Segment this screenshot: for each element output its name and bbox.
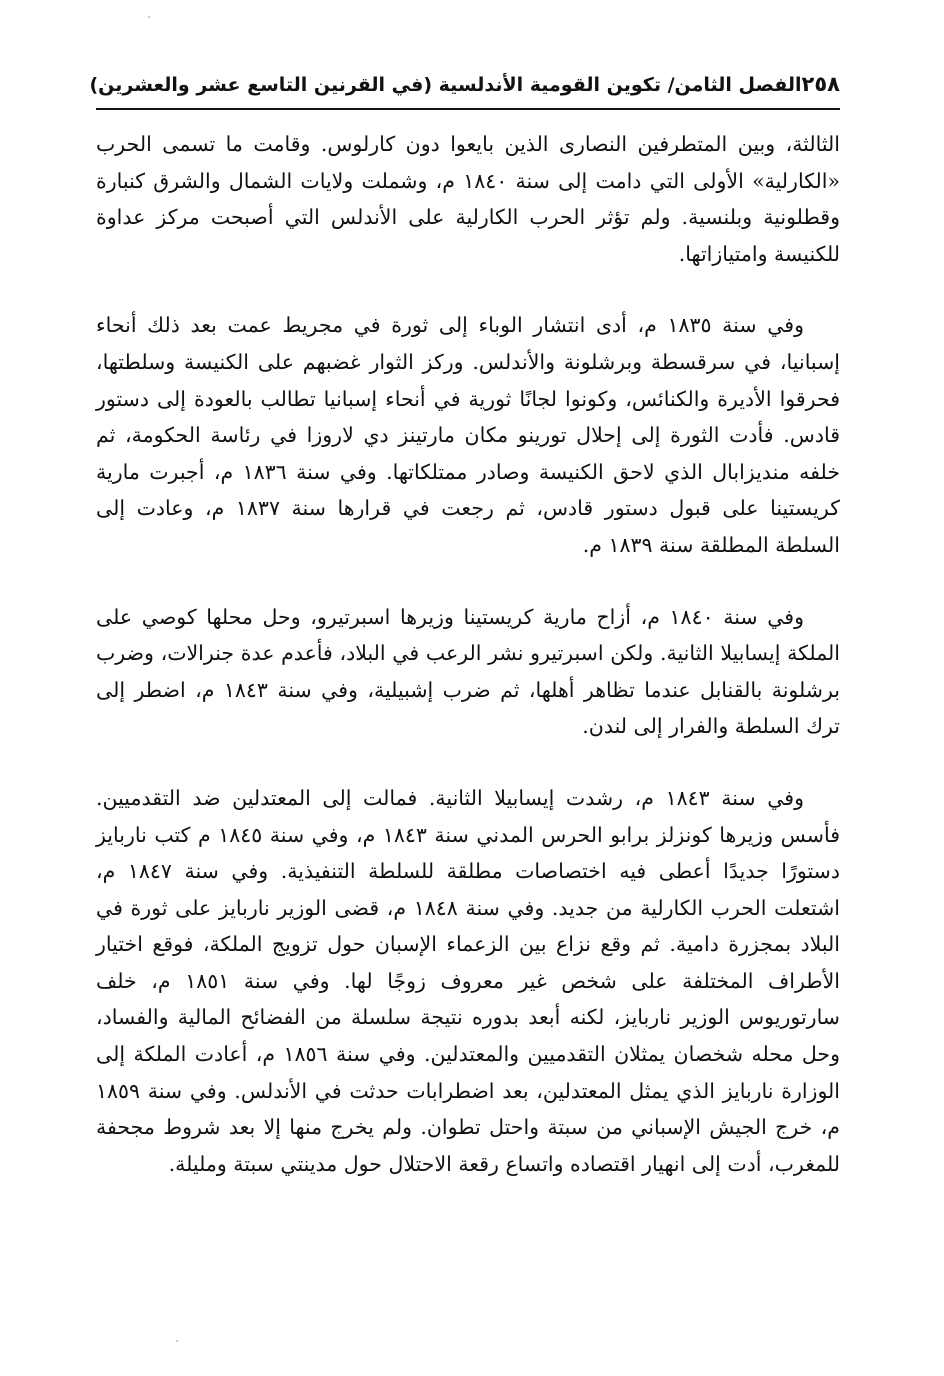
page-number: ٢٥٨: [801, 72, 840, 96]
book-page: [89, 66, 841, 1217]
paragraph-2: وفي سنة ١٨٣٥ م، أدى انتشار الوباء إلى ثورة في مجريط عمت بعد ذلك أنحاء إسبانيا، في سرقسطة وبرشلونة والأندلس. وركز الثوار غضبهم على الكنيسة وسلطتها، فحرقوا الأديرة والكنائس، وكونوا لجانًا ثورية في أنحاء إسبانيا تطالب بالعودة إلى دستور قادس. فأدت الثورة إلى إحلال تورينو مكان مارتينز دي لاروزا في رئاسة الحكومة، ثم خلفه منديزابال الذي لاحق الكنيسة وصادر ممتلكاتها. وفي سنة ١٨٣٦ م، أجبرت مارية كريستينا على قبول دستور قادس، ثم رجعت في قرارها سنة ١٨٣٧ م، وعادت إلى السلطة المطلقة سنة ١٨٣٩ م.: [96, 313, 840, 557]
scan-speck: [176, 1340, 178, 1342]
scan-speck: [148, 16, 150, 18]
paragraph-1: الثالثة، وبين المتطرفين النصارى الذين بايعوا دون كارلوس. وقامت ما تسمى الحرب «الكارلية» الأولى التي دامت إلى سنة ١٨٤٠ م، وشملت ولايات الشمال والشرق كنبارة وقطلونية وبلنسية. ولم تؤثر الحرب الكارلية على الأندلس التي أصبحت مركز عداوة للكنيسة وامتيازاتها.: [96, 132, 840, 266]
paragraph-3: وفي سنة ١٨٤٠ م، أزاح مارية كريستينا وزيرها اسبرتيرو، وحل محلها كوصي على الملكة إيسابيلا الثانية. ولكن اسبرتيرو نشر الرعب في البلاد، فأعدم عدة جنرالات، وضرب برشلونة بالقنابل عندما تظاهر أهلها، ثم ضرب إشبيلية، وفي سنة ١٨٤٣ م، اضطر إلى ترك السلطة والفرار إلى لندن.: [96, 604, 840, 739]
chapter-title: الفصل الثامن/ تكوين القومية الأندلسية (في القرنين التاسع عشر والعشرين): [89, 74, 802, 96]
running-header: [89, 66, 840, 110]
page-body: [96, 126, 840, 1182]
paragraph-4: وفي سنة ١٨٤٣ م، رشدت إيسابيلا الثانية. فمالت إلى المعتدلين ضد التقدميين. فأسس وزيرها كونزلز برابو الحرس المدني سنة ١٨٤٣ م، وفي سنة ١٨٤٥ م كتب ناربايز دستورًا جديدًا أعطى فيه اختصاصات مطلقة للسلطة التنفيذية. وفي سنة ١٨٤٧ م، اشتعلت الحرب الكارلية من جديد. وفي سنة ١٨٤٨ م، قضى الوزير ناربايز على ثورة في البلاد بمجزرة دامية. ثم وقع نزاع بين الزعماء الإسبان حول تزويج الملكة، فوقع اختيار الأطراف المختلفة على شخص غير معروف زوجًا لها. وفي سنة ١٨٥١ م، خلف سارتوريوس الوزير ناربايز، لكنه أبعد بدوره نتيجة سلسلة من الفضائح المالية والفساد، وحل محله شخصان يمثلان التقدميين والمعتدلين. وفي سنة ١٨٥٦ م، أعادت الملكة إلى الوزارة ناربايز الذي يمثل المعتدلين، بعد اضطرابات حدثت في الأندلس. وفي سنة ١٨٥٩ م، خرج الجيش الإسباني من سبتة واحتل تطوان. ولم يخرج منها إلا بعد شروط مجحفة للمغرب، أدت إلى انهيار اقتصاده واتساع رقعة الاحتلال حول مدينتي سبتة ومليلة.: [96, 785, 841, 1176]
